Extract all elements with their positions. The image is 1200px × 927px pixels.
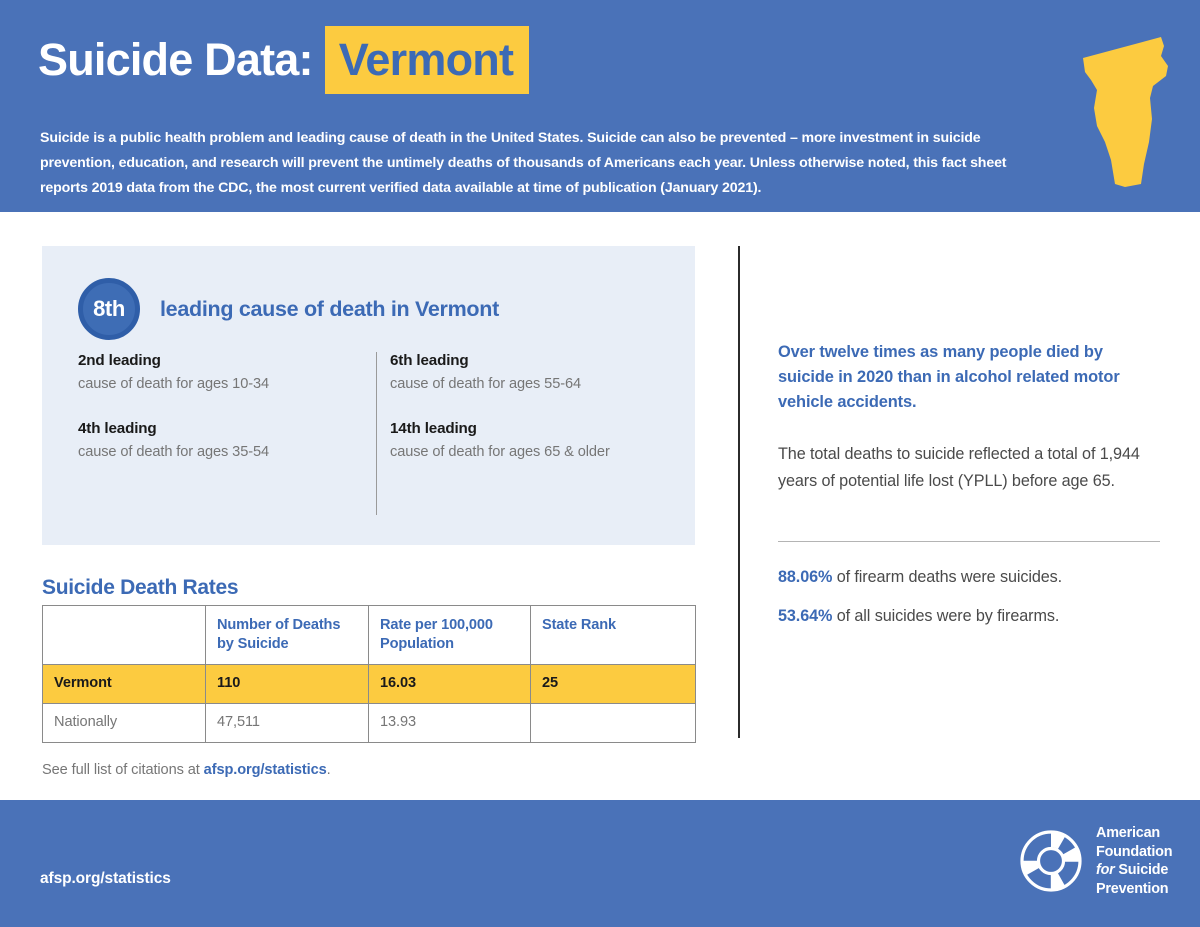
table-cell-deaths: 110 xyxy=(206,665,369,704)
footer-url[interactable]: afsp.org/statistics xyxy=(40,870,171,887)
suicide-death-rates-table xyxy=(42,605,696,743)
table-header-cell-rank: State Rank xyxy=(531,606,696,665)
page-title-main: Suicide Data: xyxy=(38,34,313,85)
stat-rank: 6th leading xyxy=(390,352,469,369)
stat-detail: cause of death for ages 55-64 xyxy=(390,376,582,392)
age-group-stats-left xyxy=(78,352,350,460)
table-cell-rate: 13.93 xyxy=(369,704,531,743)
rank-badge-row xyxy=(78,278,499,340)
firearm-fact xyxy=(778,607,1168,626)
stat-rank: 2nd leading xyxy=(78,352,161,369)
afsp-logo-line-3 xyxy=(1096,861,1172,880)
right-column xyxy=(778,340,1160,495)
stat-item xyxy=(78,420,350,460)
table-cell-deaths: 47,511 xyxy=(206,704,369,743)
right-column-rule xyxy=(778,541,1160,542)
table-header-cell-deaths: Number of Deaths by Suicide xyxy=(206,606,369,665)
age-group-stats xyxy=(78,352,668,460)
stats-vertical-divider xyxy=(376,352,377,515)
citations-prefix: See full list of citations at xyxy=(42,762,204,778)
table-row xyxy=(43,704,696,743)
age-group-stats-right xyxy=(350,352,668,460)
table-cell-label: Nationally xyxy=(43,704,206,743)
afsp-logo-line-1: American xyxy=(1096,825,1160,841)
afsp-logo-suicide: Suicide xyxy=(1118,862,1169,878)
right-body-statement: The total deaths to suicide reflected a total of 1,944 years of potential life lost (YPLL) before age 65. xyxy=(778,445,1140,490)
intro-paragraph: Suicide is a public health problem and leading cause of death in the United States. Suicide can also be prevented – more investment in suicide prevention, education, and research will prevent the untimely deaths of thousands of Americans each year. Unless otherwise noted, this fact sheet reports 2019 data from the CDC, the most current verified data available at time of publication (January 2021). xyxy=(40,130,1007,196)
page-title-state: Vermont xyxy=(325,26,529,94)
stat-rank: 4th leading xyxy=(78,420,157,437)
page-header xyxy=(0,0,1200,212)
leading-cause-panel xyxy=(42,246,695,545)
stat-rank: 14th leading xyxy=(390,420,477,437)
firearm-fact-text: of all suicides were by firearms. xyxy=(832,607,1060,625)
stat-detail: cause of death for ages 35-54 xyxy=(78,444,270,460)
stat-item xyxy=(78,352,350,392)
rank-badge: 8th xyxy=(78,278,140,340)
afsp-logo-line-4: Prevention xyxy=(1096,880,1169,897)
afsp-logo[interactable] xyxy=(1020,824,1172,898)
stat-detail: cause of death for ages 10-34 xyxy=(78,376,270,392)
firearm-fact-value: 88.06% xyxy=(778,568,833,586)
table-cell-rate: 16.03 xyxy=(369,665,531,704)
afsp-logo-line-2: Foundation xyxy=(1096,843,1173,860)
citations-link[interactable]: afsp.org/statistics xyxy=(203,762,327,778)
table-cell-rank: 25 xyxy=(531,665,696,704)
vermont-state-outline-icon xyxy=(1065,24,1190,196)
table-cell-label: Vermont xyxy=(43,665,206,704)
afsp-logo-text xyxy=(1096,824,1172,898)
afsp-life-preserver-logo-icon xyxy=(1020,830,1082,892)
stat-item xyxy=(390,352,668,392)
stat-item xyxy=(390,420,668,460)
afsp-logo-for: for xyxy=(1096,862,1115,878)
table-title: Suicide Death Rates xyxy=(42,576,239,599)
rank-badge-label: leading cause of death in Vermont xyxy=(160,296,499,321)
firearm-fact-value: 53.64% xyxy=(778,607,833,625)
table-row xyxy=(43,665,696,704)
column-vertical-divider xyxy=(738,246,740,738)
right-lead-statement: Over twelve times as many people died by suicide in 2020 than in alcohol related motor vehicle accidents. xyxy=(778,343,1120,411)
firearm-facts xyxy=(778,568,1168,646)
firearm-fact xyxy=(778,568,1168,587)
stat-detail: cause of death for ages 65 & older xyxy=(390,444,610,460)
citations-note xyxy=(42,762,331,778)
table-header-row xyxy=(43,606,696,665)
table-header-cell-rate: Rate per 100,000 Population xyxy=(369,606,531,665)
table-cell-rank xyxy=(531,704,696,743)
firearm-fact-text: of firearm deaths were suicides. xyxy=(832,568,1063,586)
citations-suffix: . xyxy=(326,762,331,778)
page-title xyxy=(38,26,529,94)
table-header-cell-blank xyxy=(43,606,206,665)
